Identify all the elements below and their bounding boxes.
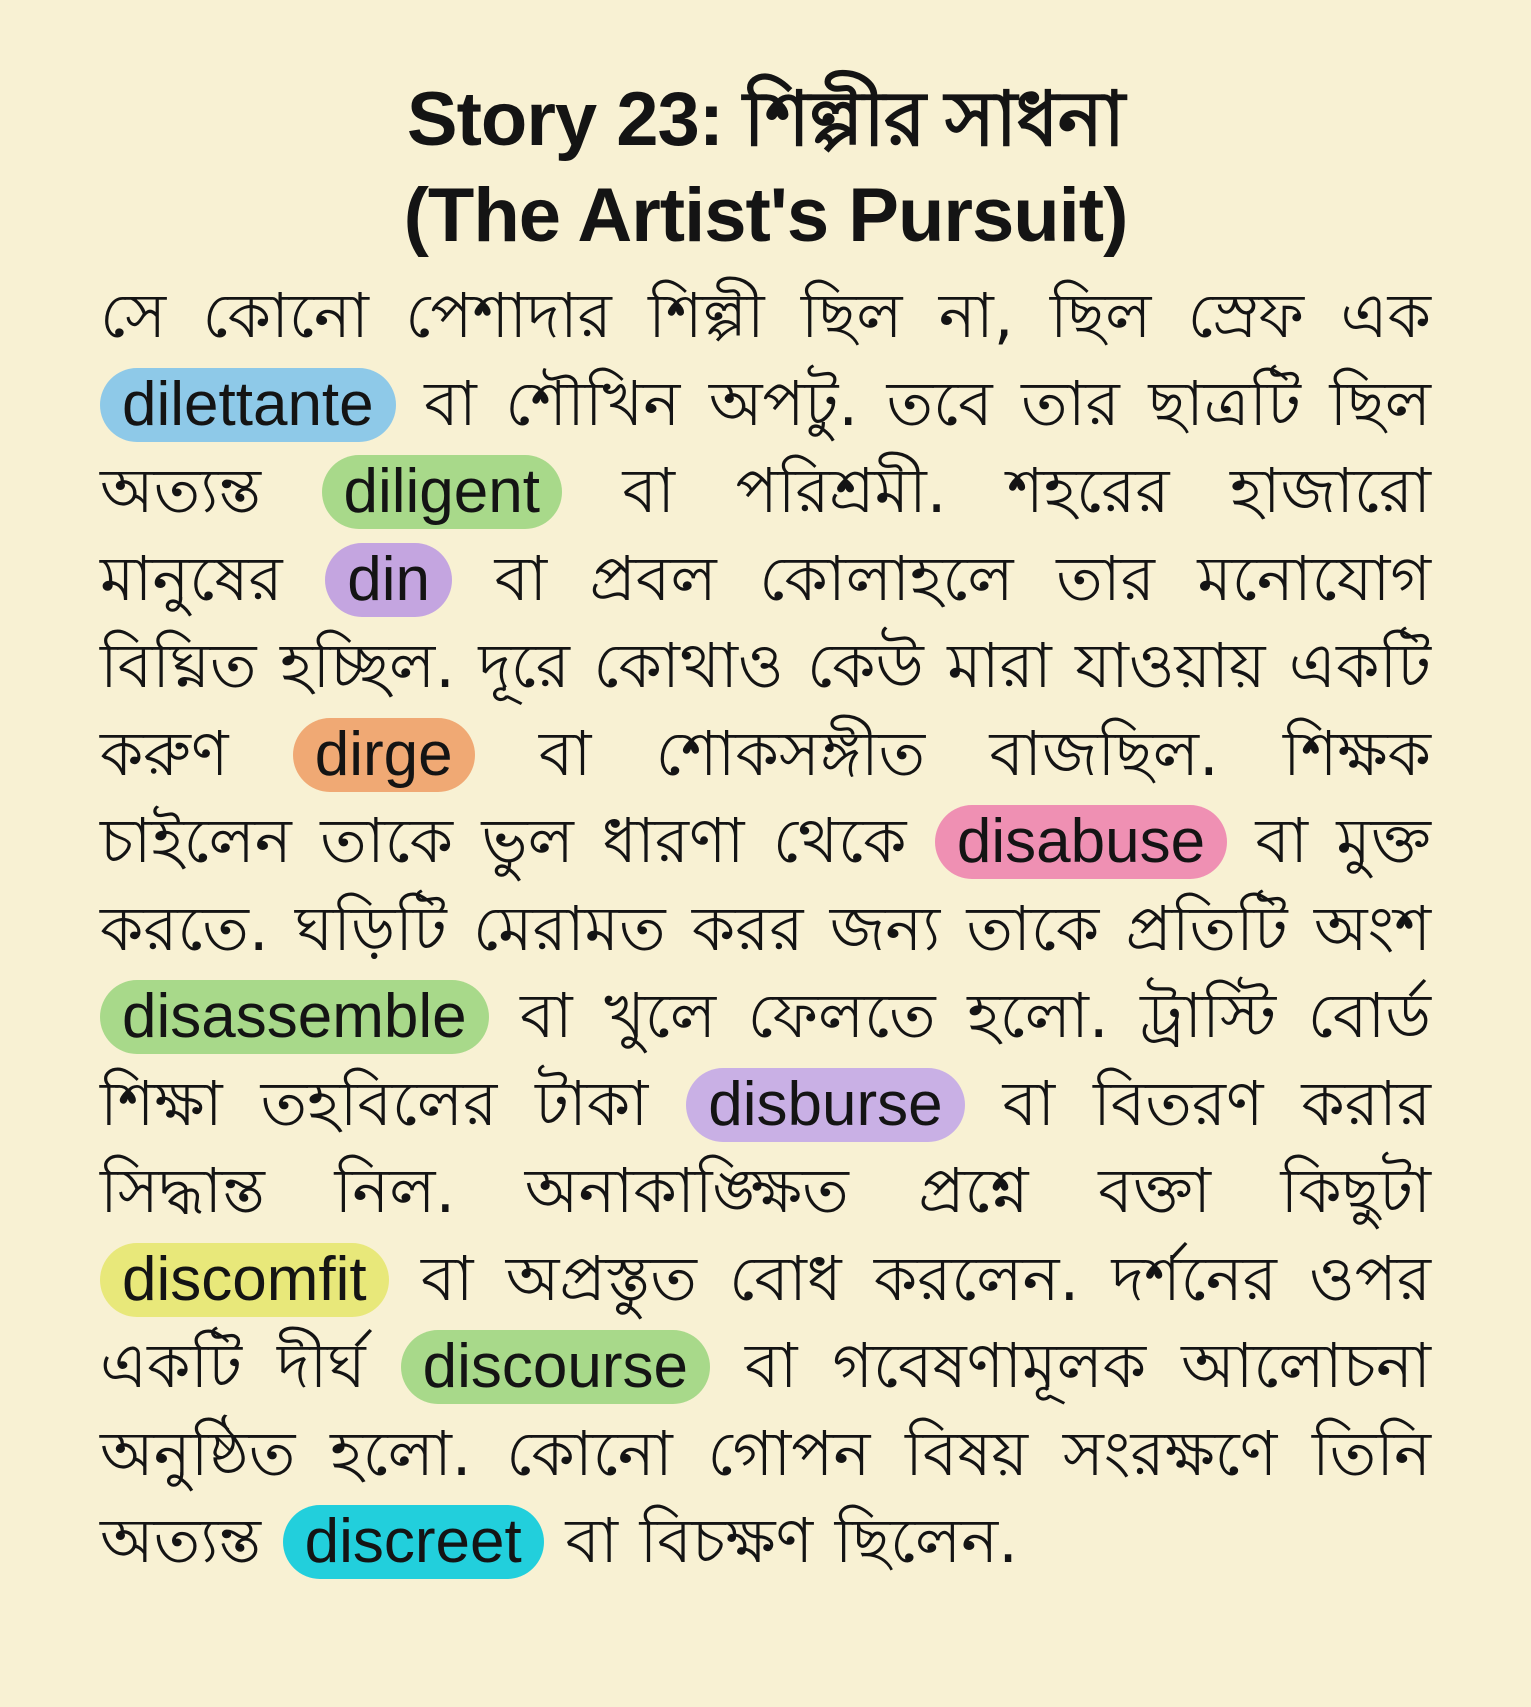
- vocab-highlight-disassemble: disassemble: [100, 980, 489, 1054]
- vocab-highlight-disburse: disburse: [686, 1068, 964, 1142]
- story-text-segment: বা গবেষণামূলক আলোচনা অনুষ্ঠিত হলো. কোনো গোপন বিষয় সংরক্ষণে তিনি অত্যন্ত: [100, 1329, 1431, 1577]
- story-text-segment: বা শৌখিন অপটু. তবে তার ছাত্রটি ছিল অত্যন্ত: [100, 366, 1431, 527]
- story-body: [100, 272, 1431, 1585]
- vocab-highlight-dilettante: dilettante: [100, 368, 396, 442]
- story-text-segment: বা প্রবল কোলাহলে তার মনোযোগ বিঘ্নিত হচ্ছিল. দূরে কোথাও কেউ মারা যাওয়ায় একটি করুণ: [100, 541, 1431, 790]
- vocab-highlight-disabuse: disabuse: [935, 805, 1227, 879]
- vocab-highlight-din: din: [325, 543, 452, 617]
- story-title-line-2: (The Artist's Pursuit): [403, 173, 1128, 258]
- story-title: [100, 72, 1431, 264]
- story-text-segment: বা অপ্রস্তুত বোধ করলেন. দর্শনের ওপর একটি দীর্ঘ: [100, 1241, 1431, 1402]
- vocab-highlight-discourse: discourse: [401, 1330, 710, 1404]
- story-text-segment: বা পরিশ্রমী. শহরের হাজারো মানুষের: [100, 454, 1431, 615]
- story-text-segment: সে কোনো পেশাদার শিল্পী ছিল না, ছিল স্রেফ এক: [100, 279, 1431, 352]
- vocab-highlight-diligent: diligent: [322, 455, 562, 529]
- story-text-segment: বা শোকসঙ্গীত বাজছিল. শিক্ষক চাইলেন তাকে ভুল ধারণা থেকে: [100, 716, 1431, 877]
- story-title-line-1: Story 23: শিল্পীর সাধনা: [406, 77, 1125, 162]
- story-text-segment: বা বিচক্ষণ ছিলেন.: [543, 1504, 1018, 1577]
- vocab-highlight-discomfit: discomfit: [100, 1243, 389, 1317]
- vocab-highlight-dirge: dirge: [293, 718, 475, 792]
- story-text-segment: বা মুক্ত করতে. ঘড়িটি মেরামত করর জন্য তাকে প্রতিটি অংশ: [100, 804, 1431, 965]
- vocab-highlight-discreet: discreet: [283, 1505, 544, 1579]
- story-text-segment: বা খুলে ফেলতে হলো. ট্রাস্টি বোর্ড শিক্ষা তহবিলের টাকা: [100, 979, 1431, 1140]
- story-text-segment: বা বিতরণ করার সিদ্ধান্ত নিল. অনাকাঙ্ক্ষিত প্রশ্নে বক্তা কিছুটা: [100, 1066, 1431, 1227]
